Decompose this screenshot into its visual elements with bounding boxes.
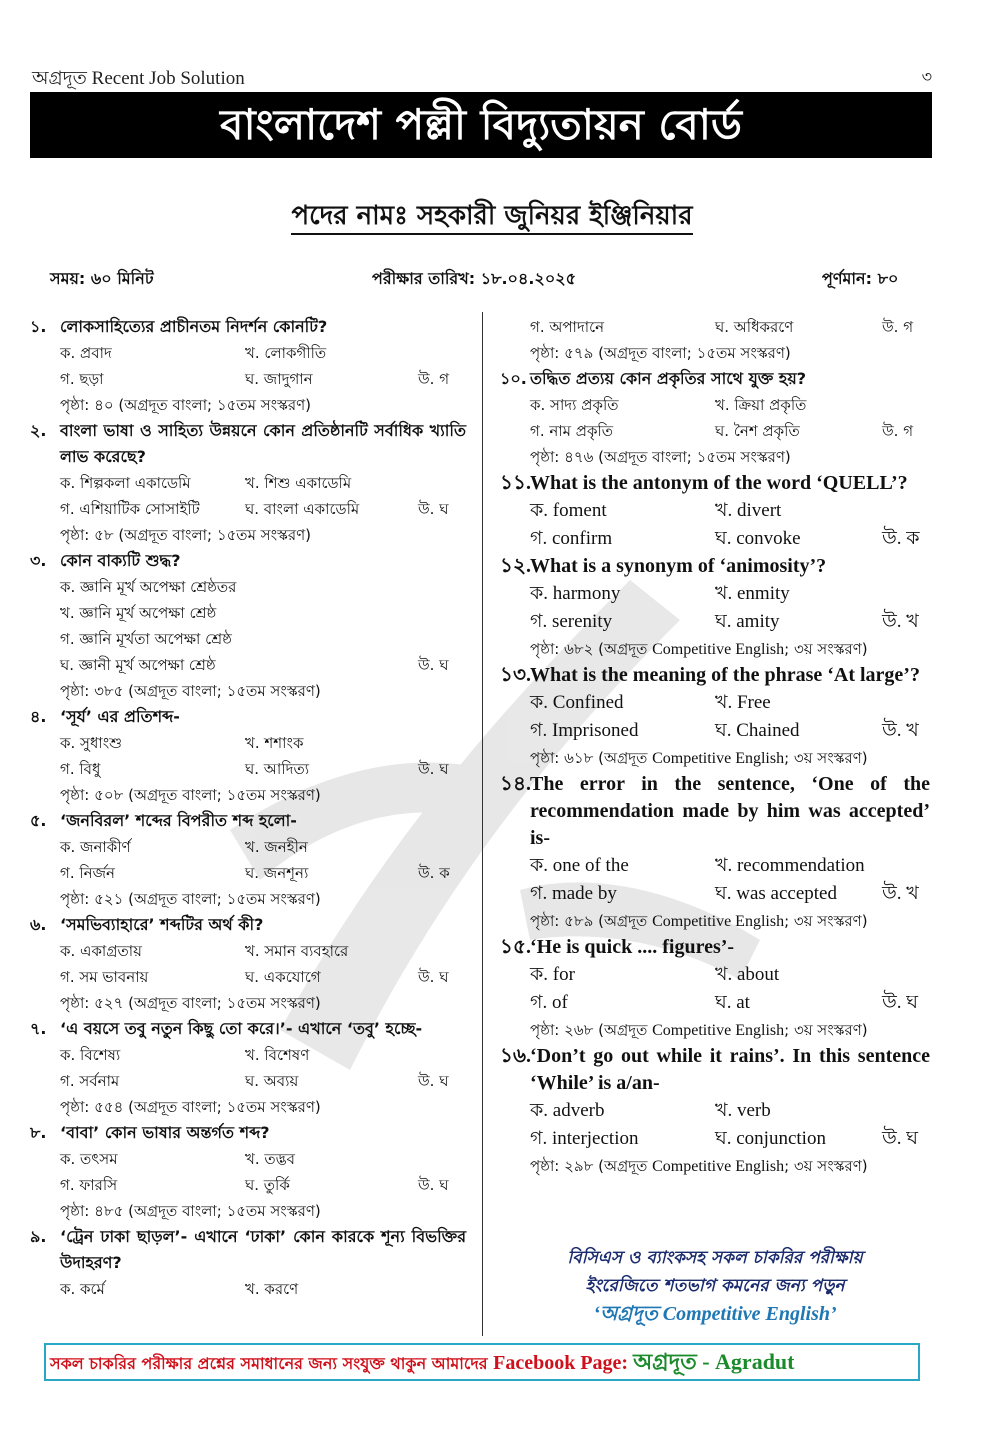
question-number: ১২. bbox=[500, 555, 531, 577]
exam-date: পরীক্ষার তারিখ: ১৮.০৪.২০২৫ bbox=[372, 269, 577, 288]
option-row bbox=[30, 834, 466, 860]
book-promo bbox=[500, 1244, 930, 1328]
page-reference: পৃষ্ঠা: ৫২৭ (অগ্রদূত বাংলা; ১৫তম সংস্করণ) bbox=[60, 994, 321, 1012]
page-reference: পৃষ্ঠা: ৫০৮ (অগ্রদূত বাংলা; ১৫তম সংস্করণ) bbox=[60, 786, 321, 804]
footer-banner bbox=[44, 1343, 920, 1381]
option-cell: গ. সর্বনাম bbox=[60, 1072, 120, 1090]
footer-brand-sep: - bbox=[696, 1349, 716, 1374]
question bbox=[500, 771, 930, 852]
option-cell: গ. এশিয়াটিক সোসাইটি bbox=[60, 500, 200, 518]
option-cell: ঘ. বাংলা একাডেমি bbox=[245, 500, 360, 518]
option-cell: গ. বিধু bbox=[60, 760, 101, 778]
option-row bbox=[30, 626, 466, 652]
page-reference bbox=[500, 636, 930, 662]
ref-en: Competitive English bbox=[652, 913, 785, 930]
answer-label: উ. ক bbox=[882, 528, 920, 549]
option-row bbox=[30, 600, 466, 626]
answer-label bbox=[882, 852, 930, 880]
option-cell: ক. foment bbox=[530, 500, 607, 521]
option-cell: গ. of bbox=[530, 992, 568, 1013]
option-cell: ক. adverb bbox=[530, 1100, 605, 1121]
answer-label bbox=[418, 938, 466, 964]
option-cell: ক. one of the bbox=[530, 855, 629, 876]
ref-bn: পৃষ্ঠা: ২৬৮ (অগ্রদূত bbox=[530, 1021, 653, 1039]
answer-label bbox=[418, 1042, 466, 1068]
answer-label bbox=[882, 497, 930, 525]
option-cell: খ. শিশু একাডেমি bbox=[245, 474, 352, 492]
answer-label bbox=[418, 574, 466, 600]
question-number: ৭. bbox=[30, 1019, 47, 1038]
option-cell: ঘ. তুর্কি bbox=[245, 1176, 290, 1194]
option-row bbox=[500, 717, 930, 745]
option-cell: ক. সাদ্য প্রকৃতি bbox=[530, 396, 619, 414]
option-cell: ক. কর্মে bbox=[60, 1280, 105, 1298]
option-row bbox=[30, 1042, 466, 1068]
option-cell: ঘ. আদিত্য bbox=[245, 760, 310, 778]
option-row bbox=[500, 961, 930, 989]
question-number: ৯. bbox=[30, 1227, 47, 1246]
answer-label: উ. ঘ bbox=[418, 500, 449, 518]
answer-label bbox=[418, 340, 466, 366]
option-cell: গ. সম ভাবনায় bbox=[60, 968, 149, 986]
option-cell: ঘ. was accepted bbox=[715, 883, 837, 904]
answer-label: উ. খ bbox=[882, 883, 919, 904]
option-row bbox=[30, 652, 466, 678]
question-number: ১৫. bbox=[500, 936, 531, 958]
answer-label: উ. খ bbox=[882, 611, 919, 632]
question-text: ‘এ বয়সে তবু নতুন কিছু তো করে।’- এখানে ‘তবু’ হচ্ছে- bbox=[60, 1019, 423, 1038]
page-reference bbox=[500, 908, 930, 934]
question-number: ১৩. bbox=[500, 664, 531, 686]
option-row bbox=[500, 1125, 930, 1153]
question-number: ১১. bbox=[500, 472, 531, 494]
question bbox=[500, 366, 930, 392]
option-cell: গ. নির্জন bbox=[60, 864, 115, 882]
option-cell: গ. ফারসি bbox=[60, 1176, 118, 1194]
page-reference: পৃষ্ঠা: ৫৫৪ (অগ্রদূত বাংলা; ১৫তম সংস্করণ) bbox=[60, 1098, 321, 1116]
question-text: তদ্ধিত প্রত্যয় কোন প্রকৃতির সাথে যুক্ত হয়? bbox=[530, 369, 807, 388]
option-cell: ক. প্রবাদ bbox=[60, 344, 112, 362]
option-cell: ঘ. নৈশ প্রকৃতি bbox=[715, 422, 800, 440]
post-title: পদের নামঃ সহকারী জুনিয়র ইঞ্জিনিয়ার bbox=[291, 201, 692, 235]
option-cell: খ. জনহীন bbox=[245, 838, 308, 856]
option-cell: খ. divert bbox=[715, 500, 782, 521]
option-cell: ঘ. জাদুগান bbox=[245, 370, 313, 388]
option-cell: ক. harmony bbox=[530, 583, 621, 604]
left-column bbox=[30, 314, 466, 1302]
option-row bbox=[30, 1172, 466, 1198]
option-row bbox=[500, 497, 930, 525]
option-row bbox=[30, 1276, 466, 1302]
option-row bbox=[500, 525, 930, 553]
page-reference: পৃষ্ঠা: ৩৮৫ (অগ্রদূত বাংলা; ১৫তম সংস্করণ) bbox=[60, 682, 321, 700]
question-text: ‘He is quick .... figures’- bbox=[530, 936, 735, 958]
question-text: What is the meaning of the phrase ‘At large’? bbox=[530, 664, 920, 686]
question-text: ‘বাবা’ কোন ভাষার অন্তর্গত শব্দ? bbox=[60, 1123, 270, 1142]
option-row bbox=[30, 1068, 466, 1094]
option-row bbox=[30, 860, 466, 886]
question-text: What is a synonym of ‘animosity’? bbox=[530, 555, 827, 577]
option-row bbox=[500, 580, 930, 608]
answer-label: উ. গ bbox=[882, 318, 914, 336]
option-cell bbox=[245, 600, 418, 626]
option-row bbox=[500, 880, 930, 908]
option-cell: ক. জনাকীর্ণ bbox=[60, 838, 131, 856]
option-cell: ক. Confined bbox=[530, 692, 624, 713]
answer-label: উ. ঘ bbox=[882, 992, 919, 1013]
question-text: ‘জনবিরল’ শব্দের বিপরীত শব্দ হলো- bbox=[60, 811, 297, 830]
answer-label: উ. ঘ bbox=[418, 968, 449, 986]
option-cell: ক. সুধাংশু bbox=[60, 734, 123, 752]
page-reference: পৃষ্ঠা: ৪৮৫ (অগ্রদূত বাংলা; ১৫তম সংস্করণ) bbox=[60, 1202, 321, 1220]
ref-en: Competitive English bbox=[652, 1158, 785, 1175]
option-cell: গ. Imprisoned bbox=[530, 720, 639, 741]
exam-time: সময়: ৬০ মিনিট bbox=[50, 269, 154, 288]
question bbox=[30, 1224, 466, 1276]
option-cell: ক. শিল্পকলা একাডেমি bbox=[60, 474, 191, 492]
option-cell: গ. ছড়া bbox=[60, 370, 104, 388]
option-cell: গ. serenity bbox=[530, 611, 613, 632]
option-cell: খ. লোকগীতি bbox=[245, 344, 327, 362]
ref-tail: ; ৩য় সংস্করণ) bbox=[784, 1157, 868, 1175]
question bbox=[30, 314, 466, 340]
question-number: ৬. bbox=[30, 915, 47, 934]
question bbox=[500, 1043, 930, 1097]
running-title: অগ্রদূত Recent Job Solution bbox=[32, 68, 245, 89]
option-row bbox=[500, 852, 930, 880]
question-number: ১৬. bbox=[500, 1045, 531, 1067]
page-reference: পৃষ্ঠা: ৫২১ (অগ্রদূত বাংলা; ১৫তম সংস্করণ) bbox=[60, 890, 321, 908]
option-cell: গ. interjection bbox=[530, 1128, 639, 1149]
option-cell: ঘ. at bbox=[715, 992, 750, 1013]
answer-label: উ. ঘ bbox=[418, 760, 449, 778]
ref-bn: পৃষ্ঠা: ২৯৮ (অগ্রদূত bbox=[530, 1157, 653, 1175]
column-divider bbox=[482, 312, 483, 1336]
question bbox=[500, 553, 930, 580]
option-cell: ঘ. convoke bbox=[715, 528, 801, 549]
answer-label bbox=[418, 470, 466, 496]
answer-label bbox=[882, 689, 930, 717]
exam-marks: পূর্ণমান: ৮০ bbox=[822, 269, 899, 288]
ref-bn: পৃষ্ঠা: ৬৮২ (অগ্রদূত bbox=[530, 640, 653, 658]
page-reference bbox=[500, 1153, 930, 1179]
footer-facebook-label: Facebook Page: bbox=[493, 1352, 634, 1374]
question bbox=[30, 704, 466, 730]
question-number: ৩. bbox=[30, 551, 47, 570]
option-row bbox=[30, 756, 466, 782]
option-cell: ঘ. জ্ঞানী মূর্খ অপেক্ষা শ্রেষ্ঠ bbox=[60, 656, 216, 674]
option-cell: ঘ. Chained bbox=[715, 720, 800, 741]
banner-title: বাংলাদেশ পল্লী বিদ্যুতায়ন বোর্ড bbox=[30, 92, 932, 158]
option-row bbox=[30, 340, 466, 366]
option-cell bbox=[245, 574, 418, 600]
question bbox=[500, 934, 930, 961]
question-text: ‘ট্রেন ঢাকা ছাড়ল’- এখানে ‘ঢাকা’ কোন কারকে শূন্য বিভক্তির উদাহরণ? bbox=[60, 1227, 466, 1272]
option-cell: খ. verb bbox=[715, 1100, 771, 1121]
option-cell: ঘ. অধিকরণে bbox=[715, 318, 794, 336]
option-cell: খ. ক্রিয়া প্রকৃতি bbox=[715, 396, 807, 414]
answer-label bbox=[882, 1097, 930, 1125]
option-cell: খ. সমান ব্যবহারে bbox=[245, 942, 349, 960]
answer-label bbox=[418, 1146, 466, 1172]
page-reference bbox=[500, 745, 930, 771]
ref-bn: পৃষ্ঠা: ৪৭৬ (অগ্রদূত বাংলা; ১৫তম সংস্করণ) bbox=[530, 448, 791, 466]
option-cell: গ. অপাদানে bbox=[530, 318, 605, 336]
option-cell: খ. enmity bbox=[715, 583, 790, 604]
question bbox=[30, 1016, 466, 1042]
question-text: লোকসাহিত্যের প্রাচীনতম নিদর্শন কোনটি? bbox=[60, 317, 328, 336]
option-row bbox=[30, 730, 466, 756]
option-row bbox=[30, 938, 466, 964]
ref-tail: ; ৩য় সংস্করণ) bbox=[784, 1021, 868, 1039]
question-text: ‘সমভিব্যাহারে’ শব্দটির অর্থ কী? bbox=[60, 915, 264, 934]
option-cell bbox=[245, 652, 418, 678]
page-reference bbox=[500, 444, 930, 470]
page-reference: পৃষ্ঠা: ৫৮ (অগ্রদূত বাংলা; ১৫তম সংস্করণ) bbox=[60, 526, 312, 544]
option-cell: ঘ. জনশূন্য bbox=[245, 864, 309, 882]
answer-label: উ. খ bbox=[882, 720, 919, 741]
option-cell: ক. বিশেষ্য bbox=[60, 1046, 121, 1064]
question bbox=[500, 470, 930, 497]
option-cell: খ. জ্ঞানি মূর্খ অপেক্ষা শ্রেষ্ঠ bbox=[60, 604, 217, 622]
option-row bbox=[30, 1146, 466, 1172]
option-cell: ঘ. একযোগে bbox=[245, 968, 321, 986]
question-number: ১৪. bbox=[500, 773, 531, 795]
answer-label bbox=[418, 730, 466, 756]
option-cell bbox=[245, 626, 418, 652]
question-number: ৪. bbox=[30, 707, 47, 726]
option-cell: গ. made by bbox=[530, 883, 617, 904]
option-row bbox=[30, 470, 466, 496]
option-row bbox=[500, 689, 930, 717]
answer-label bbox=[882, 580, 930, 608]
option-row bbox=[30, 366, 466, 392]
question-number: ১. bbox=[30, 317, 47, 336]
answer-label bbox=[882, 961, 930, 989]
right-column bbox=[500, 314, 930, 1179]
option-cell: গ. জ্ঞানি মূর্খতা অপেক্ষা শ্রেষ্ঠ bbox=[60, 630, 232, 648]
post-title-wrap bbox=[0, 195, 984, 239]
option-cell: খ. recommendation bbox=[715, 855, 865, 876]
question bbox=[30, 808, 466, 834]
footer-brand-en[interactable]: Agradut bbox=[715, 1349, 795, 1374]
option-row bbox=[500, 1097, 930, 1125]
page-reference: পৃষ্ঠা: ৪০ (অগ্রদূত বাংলা; ১৫তম সংস্করণ) bbox=[60, 396, 312, 414]
option-row bbox=[500, 418, 930, 444]
ref-en: Competitive English bbox=[652, 1022, 785, 1039]
option-row bbox=[500, 608, 930, 636]
option-cell: ঘ. amity bbox=[715, 611, 780, 632]
option-cell: ঘ. অব্যয় bbox=[245, 1072, 299, 1090]
answer-label: উ. ক bbox=[418, 864, 450, 882]
question bbox=[500, 662, 930, 689]
option-row bbox=[500, 314, 930, 340]
question-text: The error in the sentence, ‘One of the recommendation made by him was accepted’ is- bbox=[530, 773, 930, 849]
option-cell: খ. শশাংক bbox=[245, 734, 304, 752]
answer-label bbox=[418, 1276, 466, 1302]
question-text: ‘সূর্য’ এর প্রতিশব্দ- bbox=[60, 707, 180, 726]
question-number: ৫. bbox=[30, 811, 47, 830]
footer-brand-bn[interactable]: অগ্রদূত bbox=[633, 1349, 697, 1374]
answer-label: উ. গ bbox=[418, 370, 450, 388]
option-row bbox=[30, 964, 466, 990]
option-cell: খ. about bbox=[715, 964, 780, 985]
answer-label: উ. ঘ bbox=[418, 1072, 449, 1090]
answer-label bbox=[882, 392, 930, 418]
option-row bbox=[500, 989, 930, 1017]
ref-en: Competitive English bbox=[652, 750, 785, 767]
question-text: বাংলা ভাষা ও সাহিত্য উন্নয়নে কোন প্রতিষ্ঠানটি সর্বাধিক খ্যাতি লাভ করেছে? bbox=[60, 421, 466, 466]
promo-line-1: বিসিএস ও ব্যাংকসহ সকল চাকরির পরীক্ষায় bbox=[567, 1248, 863, 1268]
question-number: ৮. bbox=[30, 1123, 47, 1142]
question-number: ১০. bbox=[500, 369, 527, 388]
ref-en: Competitive English bbox=[652, 641, 785, 658]
option-cell: ক. for bbox=[530, 964, 575, 985]
answer-label: উ. গ bbox=[882, 422, 914, 440]
option-cell: ক. একাগ্রতায় bbox=[60, 942, 142, 960]
footer-text: সকল চাকরির পরীক্ষার প্রশ্নের সমাধানের জন্য সংযুক্ত থাকুন আমাদের bbox=[50, 1354, 494, 1373]
option-cell: খ. করণে bbox=[245, 1280, 299, 1298]
option-cell: ক. জ্ঞানি মূর্খ অপেক্ষা শ্রেষ্ঠতর bbox=[60, 578, 237, 596]
answer-label bbox=[418, 626, 466, 652]
question-number: ২. bbox=[30, 421, 47, 440]
answer-label: উ. ঘ bbox=[418, 1176, 449, 1194]
question bbox=[30, 548, 466, 574]
question-text: কোন বাক্যটি শুদ্ধ? bbox=[60, 551, 181, 570]
ref-bn: পৃষ্ঠা: ৬১৮ (অগ্রদূত bbox=[530, 749, 653, 767]
option-cell: ঘ. conjunction bbox=[715, 1128, 826, 1149]
page-reference bbox=[500, 1017, 930, 1043]
ref-tail: ; ৩য় সংস্করণ) bbox=[784, 640, 868, 658]
ref-bn: পৃষ্ঠা: ৫৮৯ (অগ্রদূত bbox=[530, 912, 653, 930]
question bbox=[30, 912, 466, 938]
option-cell: ক. তৎসম bbox=[60, 1150, 118, 1168]
ref-tail: ; ৩য় সংস্করণ) bbox=[784, 749, 868, 767]
question-text: What is the antonym of the word ‘QUELL’? bbox=[530, 472, 908, 494]
answer-label: উ. ঘ bbox=[418, 656, 449, 674]
answer-label bbox=[418, 600, 466, 626]
page-number: ৩ bbox=[921, 67, 932, 86]
question bbox=[30, 418, 466, 470]
option-cell: গ. confirm bbox=[530, 528, 613, 549]
option-cell: খ. তদ্ভব bbox=[245, 1150, 296, 1168]
option-cell: গ. নাম প্রকৃতি bbox=[530, 422, 614, 440]
option-cell: খ. Free bbox=[715, 692, 771, 713]
page-reference: পৃষ্ঠা: ৫৭৯ (অগ্রদূত বাংলা; ১৫তম সংস্করণ) bbox=[530, 344, 791, 362]
question-text: ‘Don’t go out while it rains’. In this sentence ‘While’ is a/an- bbox=[530, 1045, 930, 1094]
question bbox=[30, 1120, 466, 1146]
answer-label bbox=[418, 834, 466, 860]
option-row bbox=[30, 574, 466, 600]
promo-book-title: ‘অগ্রদূত Competitive English’ bbox=[593, 1303, 837, 1325]
promo-line-2: ইংরেজিতে শতভাগ কমনের জন্য পড়ুন bbox=[585, 1276, 845, 1296]
option-row bbox=[30, 496, 466, 522]
option-cell: খ. বিশেষণ bbox=[245, 1046, 310, 1064]
answer-label: উ. ঘ bbox=[882, 1128, 919, 1149]
option-row bbox=[500, 392, 930, 418]
ref-tail: ; ৩য় সংস্করণ) bbox=[784, 912, 868, 930]
